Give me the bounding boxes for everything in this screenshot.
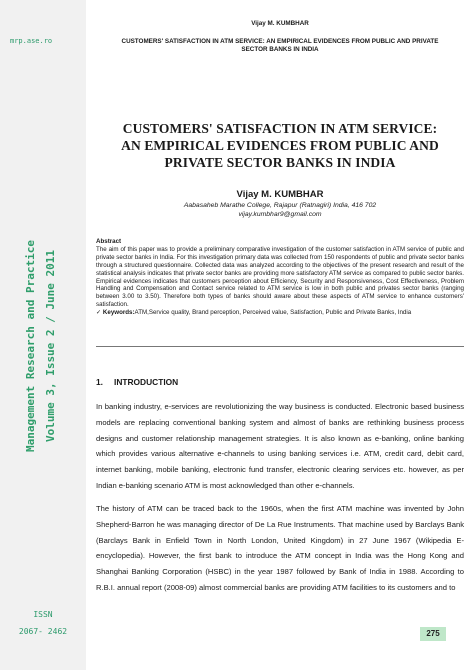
- paper-title: [110, 120, 450, 171]
- journal-vertical-banner: [21, 201, 61, 491]
- title-line-2: AN EMPIRICAL EVIDENCES FROM PUBLIC AND: [121, 138, 439, 153]
- author-name: Vijay M. KUMBHAR: [236, 189, 324, 200]
- keywords-text: ATM,Service quality, Brand perception, Perceived value, Satisfaction, Public and Private Banks, India: [134, 309, 412, 317]
- intro-paragraph-1: In banking industry, e-services are revolutionizing the way business is conducted. Electronic based business models are replacing conventional banking system and almost of banks are rethinking business process designs and customer relationship management strategies. It is also known as e-banking, online banking which provides various alternative e-channels to using banking services i.e. ATM, credit card, debit card, internet banking, mobile banking, electronic fund transfer, electronic clearing services etc. however, as per Indian e-banking scenario ATM is most acknowledged than other e-channels.: [96, 402, 464, 490]
- abstract-text: The aim of this paper was to provide a preliminary comparative investigation of the customer satisfaction in ATM service of public and private sector banks in India. For this investigation primary data was collected from 150 respondents of public and private sector banks through a structured questionnaire. Collected data was analyzed according to the objectives of the present research and result of the statistical analysis indicates that private sector banks are providing more satisfactory ATM service as compared to public sector banks. Empirical evidences indicates that customers perception about Efficiency, Security and Responsiveness, Cost Effectiveness, Problem Handling and Compensation and Contact service related to ATM service is low in both public and privates sector banks (ranging between 3.00 to 3.50). Therefore both types of banks should aware about these aspects of ATM service to enhance customers' satisfaction.: [96, 245, 465, 309]
- volume-issue: Volume 3, Issue 2 / June 2011: [44, 249, 57, 443]
- keywords-label: Keywords:: [102, 309, 135, 317]
- header-author: Vijay M. KUMBHAR: [251, 20, 309, 27]
- author-email[interactable]: vijay.kumbhar9@gmail.com: [238, 211, 322, 218]
- header-title-line-2: SECTOR BANKS IN INDIA: [241, 46, 319, 53]
- section-heading: [96, 377, 178, 387]
- header-short-title: [94, 38, 466, 54]
- site-url[interactable]: mrp.ase.ro: [10, 37, 53, 45]
- section-number: 1.: [96, 377, 103, 387]
- journal-name: Management Research and Practice: [24, 240, 37, 452]
- journal-sidebar: [0, 0, 86, 670]
- intro-paragraph-2: The history of ATM can be traced back to the 1960s, when the first ATM machine was invented by John Shepherd-Barron he was managing director of De La Rue Instruments. That machine used by Barclays Bank (Barclays Bank in Enfield Town in North London, United Kingdom) in 27 June 1967 (Wikipedia E-encyclopedia). However, the first bank to introduce the ATM concept in India was the Hong Kong and Shanghai Banking Corporation (HSBC) in the year 1987 followed by Bank of India in 1988. According to R.B.I. annual report (2008-09) almost commercial banks are providing ATM facilities to its customers and to: [96, 504, 464, 592]
- divider: [96, 346, 464, 347]
- header-title-line-1: CUSTOMERS' SATISFACTION IN ATM SERVICE: AN EMPIRICAL EVIDENCES FROM PUBLIC AND PRIVATE: [121, 38, 439, 45]
- abstract: [96, 238, 464, 317]
- section-title: INTRODUCTION: [114, 377, 179, 387]
- title-line-1: CUSTOMERS' SATISFACTION IN ATM SERVICE:: [122, 121, 438, 136]
- issn-number: 2067- 2462: [18, 627, 68, 636]
- author-affiliation: Aabasaheb Marathe College, Rajapur (Ratnagiri) India, 416 702: [183, 202, 377, 209]
- abstract-heading: Abstract: [96, 238, 122, 245]
- title-line-3: PRIVATE SECTOR BANKS IN INDIA: [164, 155, 396, 170]
- page-number: 275: [420, 627, 446, 641]
- author-block: [110, 189, 450, 219]
- issn-label: ISSN: [33, 610, 53, 619]
- keywords: ✓ Keywords:ATM,Service quality, Brand perception, Perceived value, Satisfaction, Public and Private Banks, India: [96, 309, 412, 317]
